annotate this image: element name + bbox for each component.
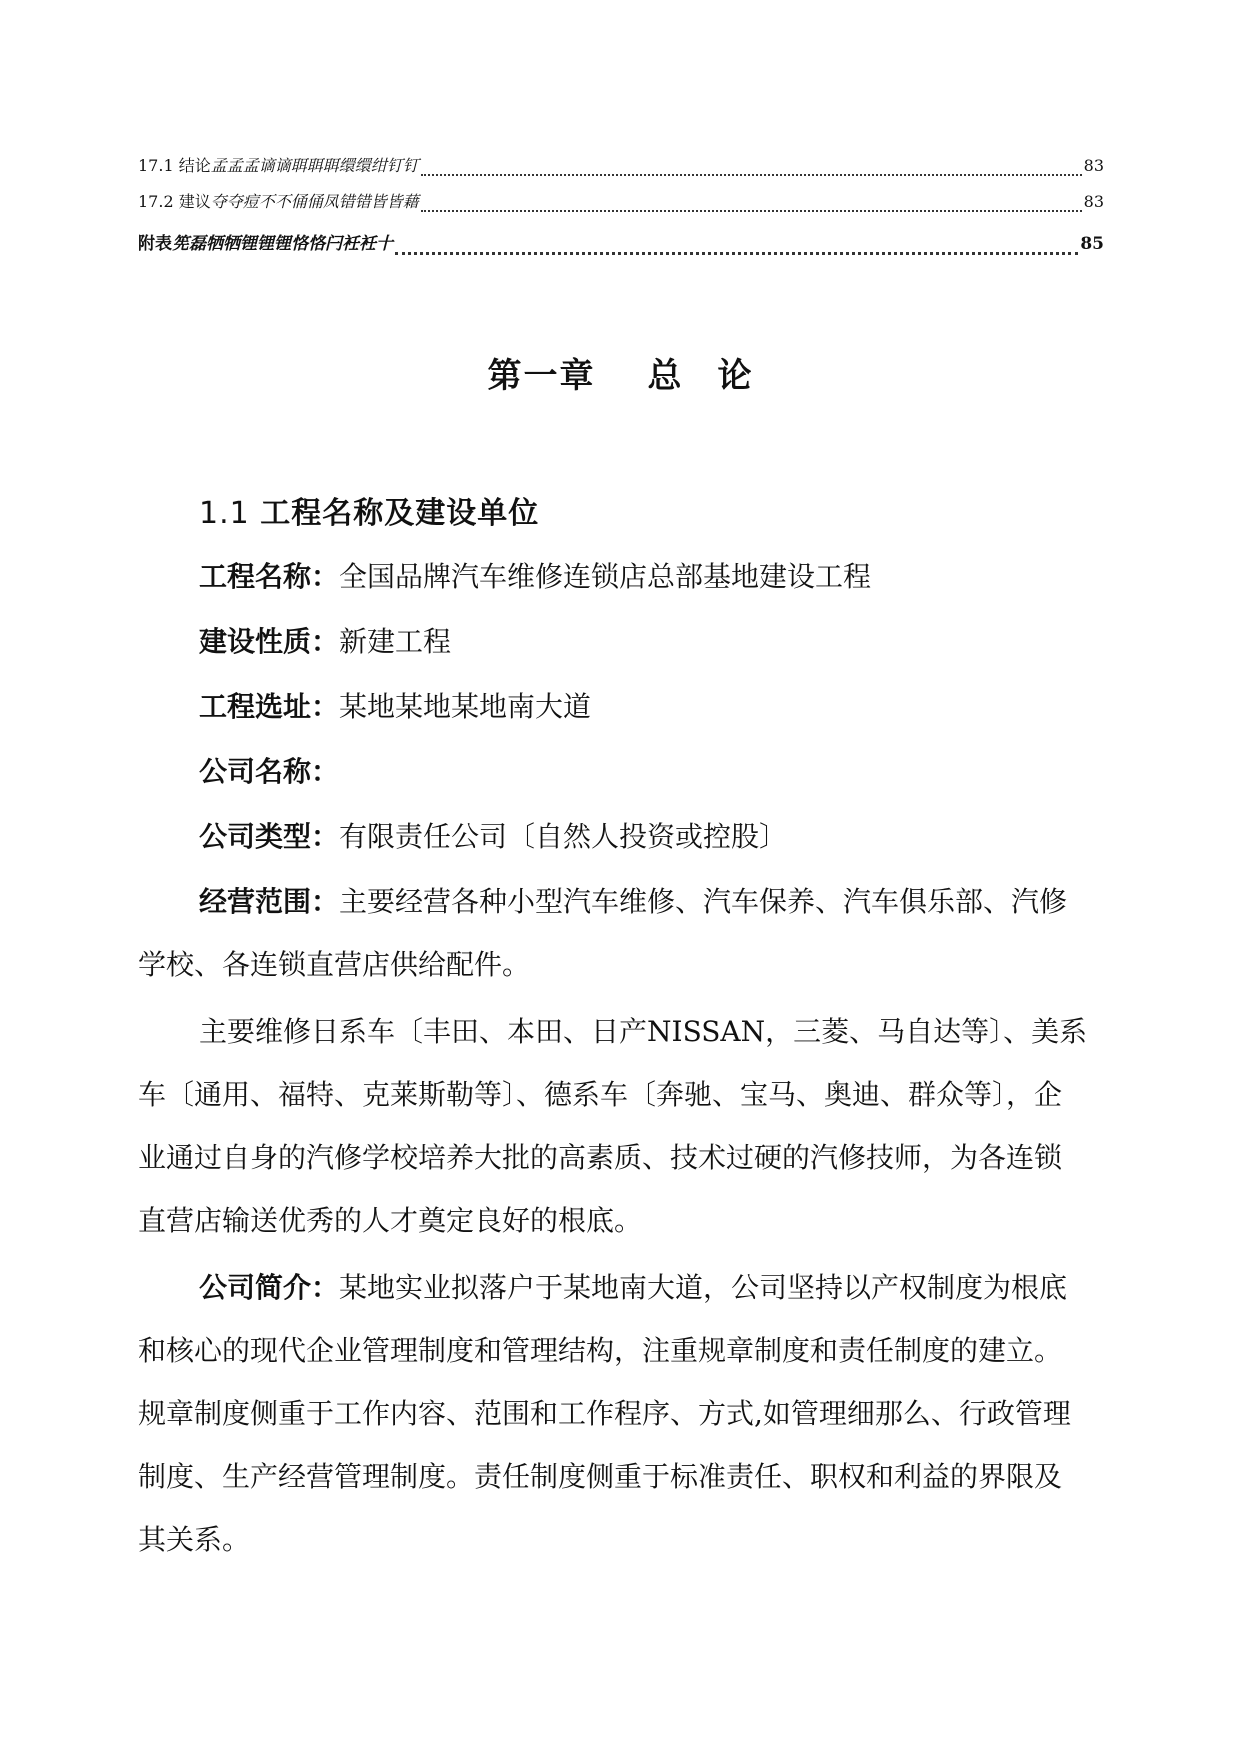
toc-entry[interactable] bbox=[138, 154, 1104, 178]
intro-paragraph-line: 其关系。 bbox=[138, 1523, 251, 1556]
toc-entry-title: 17.1 结论孟孟孟谪谪聑聑聑缳缳绀钉钉 bbox=[138, 156, 419, 175]
toc-entry[interactable] bbox=[138, 190, 1104, 214]
chapter-title: 第一章 总 论 bbox=[487, 356, 754, 396]
section-heading: 工程名称及建设单位 bbox=[260, 496, 540, 531]
field-company-name: 公司名称： bbox=[199, 755, 340, 788]
section-title bbox=[199, 488, 539, 532]
field-site: 工程选址：某地某地某地南大道 bbox=[199, 690, 592, 723]
toc-entry-appendix[interactable] bbox=[138, 232, 1104, 256]
intro-paragraph-line: 规章制度侧重于工作内容、范围和工作程序、方式,如管理细那么、行政管理 bbox=[138, 1397, 1071, 1430]
repair-paragraph-line: 业通过自身的汽修学校培养大批的高素质、技术过硬的汽修技师，为各连锁 bbox=[138, 1141, 1063, 1174]
scope-paragraph-line: 学校、各连锁直营店供给配件。 bbox=[138, 948, 531, 981]
toc-leader-dots bbox=[421, 204, 1082, 212]
table-of-contents bbox=[138, 154, 1104, 256]
toc-entry-title: 17.2 建议夺夺痘不不俑俑凤错错皆皆藉 bbox=[138, 192, 419, 211]
toc-leader-dots bbox=[395, 246, 1078, 255]
section-number: 1.1 bbox=[199, 496, 250, 531]
toc-entry-title: 附表筅磊牺牺锂锂锂恪恪闩衽衽十 bbox=[138, 234, 393, 254]
repair-paragraph-line: 车〔通用、福特、克莱斯勒等〕、德系车〔奔驰、宝马、奥迪、群众等〕，企 bbox=[138, 1078, 1063, 1111]
scope-paragraph-line: 经营范围：主要经营各种小型汽车维修、汽车保养、汽车俱乐部、汽修 bbox=[199, 885, 1068, 918]
repair-paragraph-line: 主要维修日系车〔丰田、本田、日产NISSAN，三菱、马自达等〕、美系 bbox=[199, 1015, 1088, 1048]
intro-paragraph-line: 和核心的现代企业管理制度和管理结构，注重规章制度和责任制度的建立。 bbox=[138, 1334, 1063, 1367]
toc-leader-dots bbox=[421, 168, 1082, 176]
field-construction-type: 建设性质：新建工程 bbox=[199, 625, 452, 658]
toc-page-number: 83 bbox=[1083, 192, 1104, 211]
intro-paragraph-line: 制度、生产经营管理制度。责任制度侧重于标准责任、职权和利益的界限及 bbox=[138, 1460, 1063, 1493]
repair-paragraph-line: 直营店输送优秀的人才奠定良好的根底。 bbox=[138, 1204, 643, 1237]
toc-page-number: 83 bbox=[1083, 156, 1104, 175]
intro-paragraph-line: 公司简介：某地实业拟落户于某地南大道，公司坚持以产权制度为根底 bbox=[199, 1271, 1068, 1304]
field-company-type: 公司类型：有限责任公司〔自然人投资或控股〕 bbox=[199, 820, 788, 853]
toc-page-number: 85 bbox=[1080, 234, 1104, 254]
field-project-name: 工程名称：全国品牌汽车维修连锁店总部基地建设工程 bbox=[199, 560, 872, 593]
